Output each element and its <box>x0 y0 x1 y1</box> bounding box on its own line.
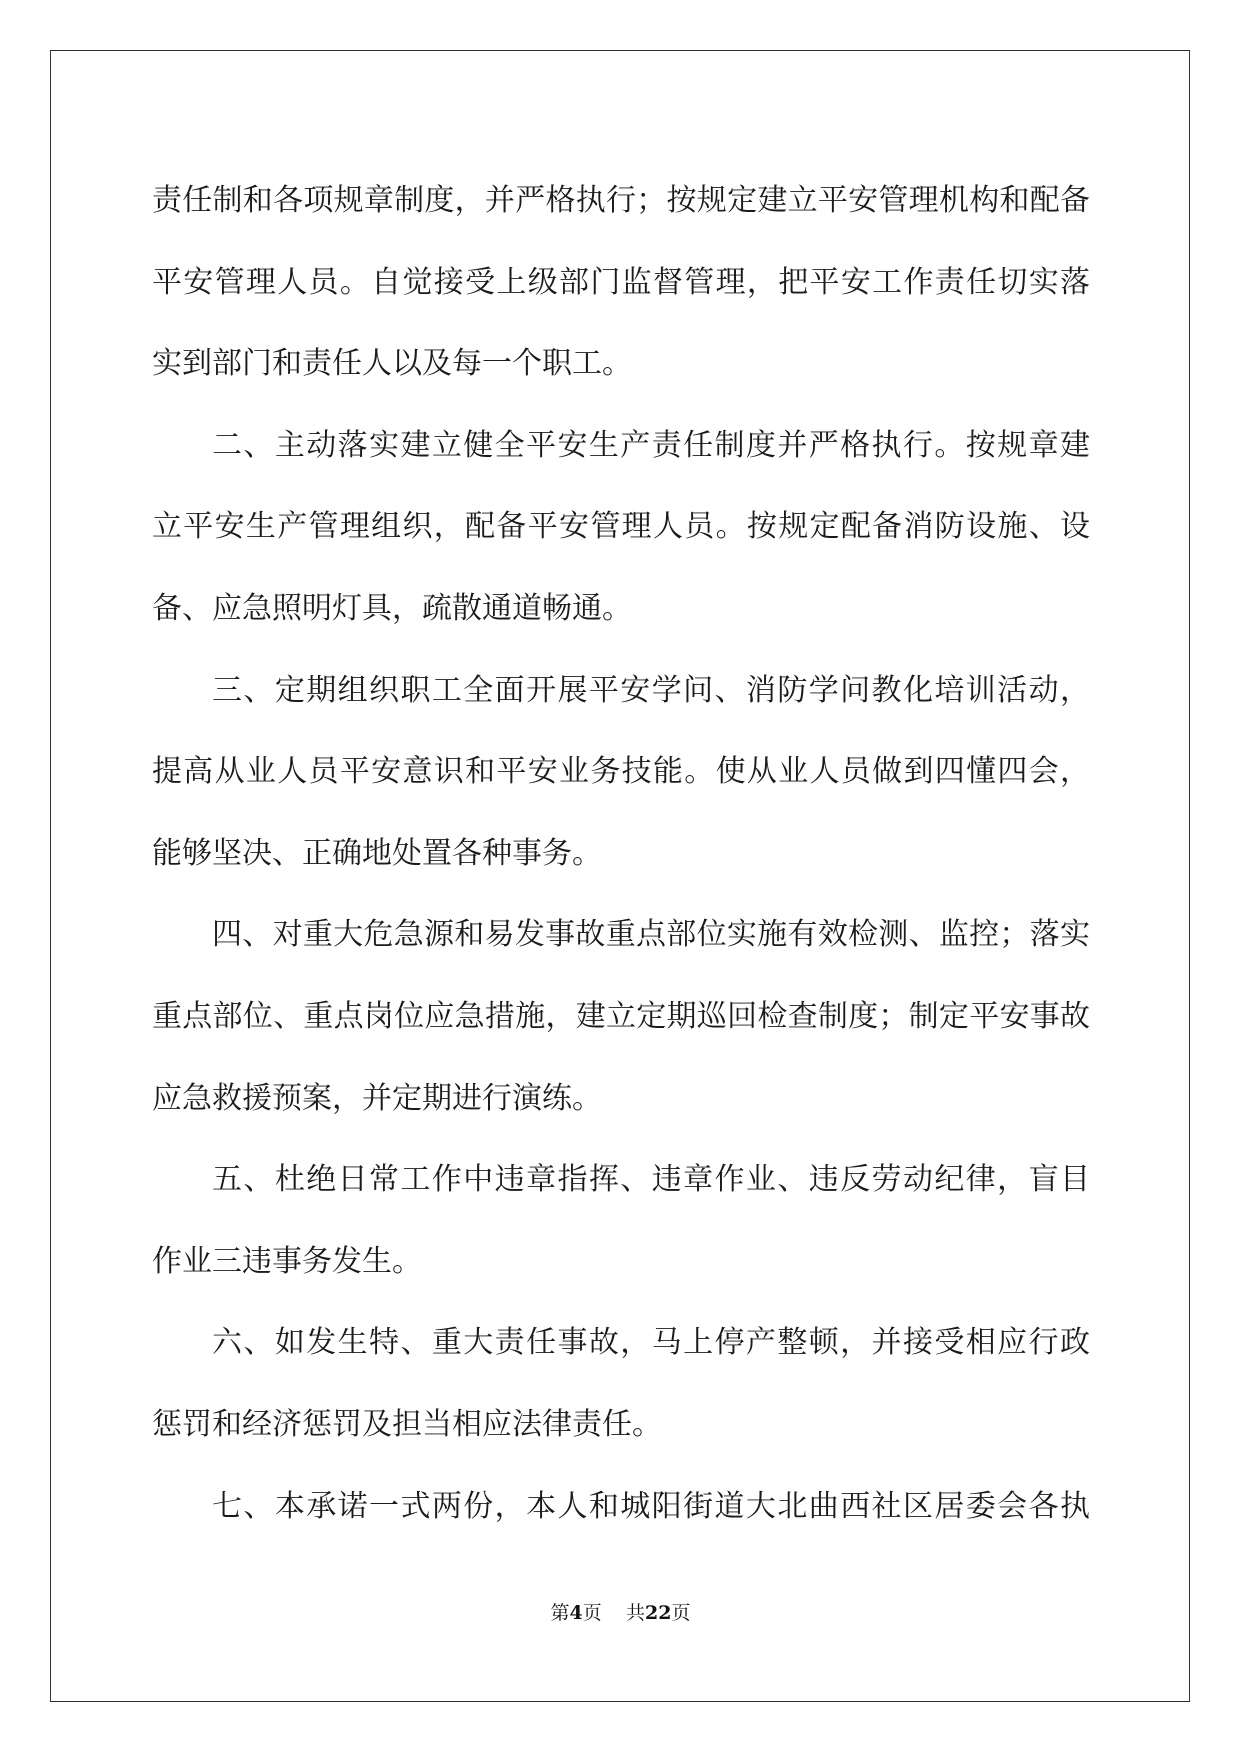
text-line: 六、如发生特、重大责任事故，马上停产整顿，并接受相应行政 <box>212 1325 1090 1361</box>
page-suffix: 页 <box>582 1602 602 1624</box>
text-line: 提高从业人员平安意识和平安业务技能。使从业人员做到四懂四会， <box>152 754 1090 790</box>
page-footer <box>0 1598 1241 1625</box>
text-line: 七、本承诺一式两份，本人和城阳街道大北曲西社区居委会各执 <box>212 1488 1090 1524</box>
text-line: 能够坚决、正确地处置各种事务。 <box>152 835 602 871</box>
text-line: 作业三违事务发生。 <box>152 1243 422 1279</box>
total-suffix: 页 <box>671 1602 691 1624</box>
text-line: 立平安生产管理组织，配备平安管理人员。按规定配备消防设施、设 <box>152 509 1090 545</box>
text-line: 四、对重大危急源和易发事故重点部位实施有效检测、监控；落实 <box>212 917 1090 953</box>
text-line: 责任制和各项规章制度，并严格执行；按规定建立平安管理机构和配备 <box>152 183 1090 218</box>
page-number: 4 <box>569 1602 583 1624</box>
total-prefix: 共 <box>625 1602 645 1624</box>
text-line: 惩罚和经济惩罚及担当相应法律责任。 <box>152 1406 662 1442</box>
total-pages: 22 <box>644 1602 672 1624</box>
text-line: 实到部门和责任人以及每一个职工。 <box>152 346 632 382</box>
text-line: 五、杜绝日常工作中违章指挥、违章作业、违反劳动纪律，盲目 <box>212 1162 1090 1198</box>
document-body <box>152 160 1090 1547</box>
page-prefix: 第 <box>550 1602 570 1624</box>
text-line: 平安管理人员。自觉接受上级部门监督管理，把平安工作责任切实落 <box>152 264 1090 300</box>
text-line: 三、定期组织职工全面开展平安学问、消防学问教化培训活动， <box>212 672 1090 708</box>
text-line: 应急救援预案，并定期进行演练。 <box>152 1080 602 1116</box>
text-line: 备、应急照明灯具，疏散通道畅通。 <box>152 590 632 626</box>
text-line: 二、主动落实建立健全平安生产责任制度并严格执行。按规章建 <box>212 427 1090 463</box>
text-line: 重点部位、重点岗位应急措施，建立定期巡回检查制度；制定平安事故 <box>152 998 1090 1034</box>
